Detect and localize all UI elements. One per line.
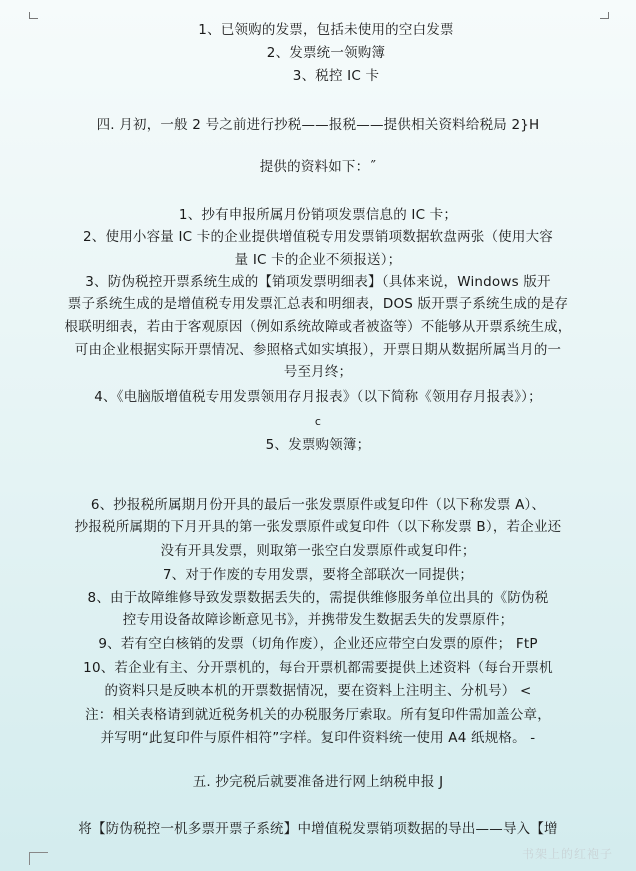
- paragraph-line: 的资料只是反映本机的开票数据情况，要在资料上注明主、分机号） <: [104, 683, 532, 699]
- paragraph-line: 5、发票购领簿；: [265, 437, 371, 453]
- crop-mark-top-right: [600, 12, 609, 19]
- stray-mark: c: [314, 415, 322, 428]
- paragraph-line: 4、《电脑版增值税专用发票领用存月报表》（以下简称《领用存月报表》）；: [94, 389, 542, 405]
- paragraph-line: 号至月终；: [283, 364, 353, 380]
- note-line: 并写明“此复印件与原件相符”字样。复印件资料统一使用 A4 纸规格。 -: [100, 730, 536, 746]
- paragraph-line: 10、若企业有主、分开票机的，每台开票机都需要提供上述资料（每台开票机: [83, 660, 553, 676]
- paragraph-line: 9、若有空白核销的发票（切角作废），企业还应带空白发票的原件； FtP: [98, 636, 538, 652]
- paragraph-line: 3、防伪税控开票系统生成的【销项发票明细表】（具体来说，Windows 版开: [85, 274, 551, 290]
- paragraph-line: 6、抄报税所属期月份开具的最后一张发票原件或复印件（以下称发票 A）、: [90, 497, 546, 513]
- list-item: 2、发票统一领购簿: [266, 45, 386, 61]
- paragraph-line: 2、使用小容量 IC 卡的企业提供增值税专用发票销项数据软盘两张（使用大容: [83, 229, 553, 245]
- section-heading: 五. 抄完税后就要准备进行网上纳税申报 J: [192, 774, 444, 790]
- paragraph-line: 7、对于作废的专用发票，要将全部联次一同提供；: [162, 567, 474, 583]
- paragraph-line: 将【防伪税控一机多票开票子系统】中增值税发票销项数据的导出——导入【增: [78, 821, 558, 837]
- paragraph-line: 8、由于故障维修导致发票数据丢失的，需提供维修服务单位出具的《防伪税: [87, 590, 549, 606]
- paragraph-line: 控专用设备故障诊断意见书》，并携带发生数据丢失的发票原件；: [122, 612, 514, 628]
- paragraph-line: 提供的资料如下：˝: [259, 159, 377, 175]
- crop-mark-bottom-left: [29, 852, 48, 865]
- paragraph-line: 抄报税所属期的下月开具的第一张发票原件或复印件（以下称发票 B），若企业还: [74, 519, 562, 535]
- watermark-text: 书架上的红袍子: [522, 847, 614, 861]
- crop-mark-top-left: [29, 12, 38, 19]
- list-item: 1、已领购的发票，包括未使用的空白发票: [198, 22, 454, 38]
- paragraph-line: 可由企业根据实际开票情况、参照格式如实填报），开票日期从数据所属当月的一: [74, 342, 562, 358]
- paragraph-line: 根联明细表，若由于客观原因（例如系统故障或者被盗等）不能够从开票系统生成，: [64, 319, 572, 335]
- section-heading: 四. 月初，一般 2 号之前进行抄税——报税——提供相关资料给税局 2}H: [96, 117, 540, 133]
- list-item: 3、税控 IC 卡: [292, 68, 380, 84]
- paragraph-line: 1、抄有申报所属月份销项发票信息的 IC 卡；: [178, 207, 458, 223]
- paragraph-line: 没有开具发票，则取第一张空白发票原件或复印件；: [160, 543, 476, 559]
- paragraph-line: 量 IC 卡的企业不须报送）；: [234, 252, 402, 268]
- paragraph-line: 票子系统生成的是增值税专用发票汇总表和明细表，DOS 版开票子系统生成的是存: [67, 296, 569, 312]
- note-line: 注：相关表格请到就近税务机关的办税服务厅索取。所有复印件需加盖公章，: [85, 707, 551, 723]
